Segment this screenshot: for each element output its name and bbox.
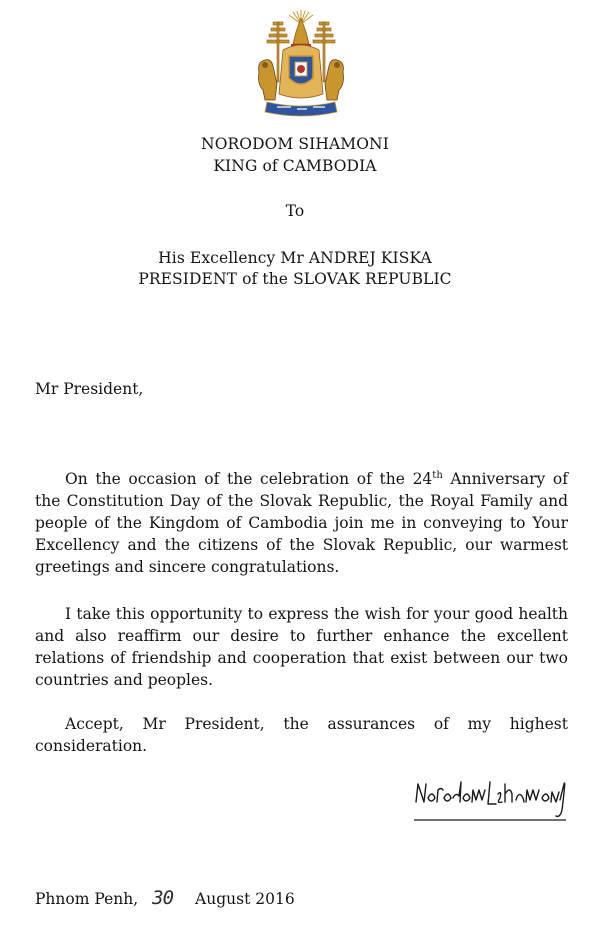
closing-paragraph: Accept, Mr President, the assurances of my highest consideration. [35, 715, 568, 755]
date-day-handwritten: 30 [152, 887, 174, 909]
salutation: Mr President, [35, 380, 144, 398]
sender-name: NORODOM SIHAMONI [201, 135, 389, 153]
crown [293, 18, 309, 44]
body-paragraph-1 [35, 468, 568, 578]
place-and-date [35, 887, 295, 909]
recipient-title: PRESIDENT of the SLOVAK REPUBLIC [138, 270, 452, 288]
to-label: To [285, 202, 305, 220]
royal-arms-of-cambodia-icon [253, 10, 349, 120]
ordinal-suffix: th [432, 469, 443, 481]
date-month-year: August 2016 [195, 890, 295, 908]
handwritten-signature [410, 770, 570, 828]
recipient-name: His Excellency Mr ANDREJ KISKA [158, 249, 432, 267]
para1-text-after: Anniversary of the Constitution Day of the Slovak Republic, the Royal Family and people of the Kingdom of Cambodia join me in conveying to Your Excellency and the citizens of the Slovak Republic, our warmest greetings and sincere congratulations. [35, 470, 568, 576]
sender-title: KING of CAMBODIA [213, 157, 377, 175]
body-paragraph-2: I take this opportunity to express the wish for your good health and also reaffirm our desire to further enhance the excellent relations of friendship and cooperation that exist between our two countries and peoples. [35, 605, 568, 689]
place: Phnom Penh, [35, 890, 139, 908]
para1-text-before: On the occasion of the celebration of the 24 [65, 470, 433, 488]
